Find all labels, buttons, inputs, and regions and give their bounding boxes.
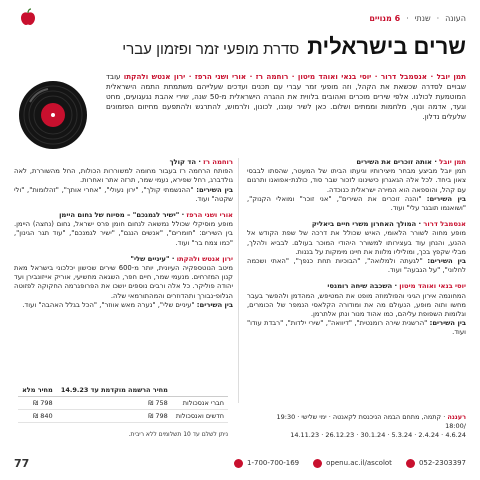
show-section: ירון אנטש ולהקתו · "עיניים שלי" מיטב הנוטספקיה העיונית, יותר מ-600 שירים שכישון יכלכוני בישראל מאת קנון המזרחים. מנעמי שמר, חיים חפר, השגאה מחשיעי, אוריק אייזונבירן ועד יהודה פוליקר. כל אלה ורבים נוספים יושכו את הפרופגרמה החקוקה לפזוטה הגלופ-נבורך ותהדוזרים והמהתורמאי שלה. בין השירים: "עיניים שלי", "נערה מאש אווזר", "הכל בגלל האהבה" ועוד. (14, 254, 234, 309)
venue-details: · קתמה, מתחם הבמה הניכנסת לקאנטה · ימי שלישי · 19:30 /18:00 (276, 413, 466, 430)
venue-info (256, 413, 466, 440)
table-row: חברי אנסכולות 758 ₪ 798 ₪ (18, 397, 228, 410)
breadcrumb-subs[interactable]: 6 מנויים (369, 13, 401, 23)
intro-artists: תמן יובל · אנסמבל דרור · יוסי בנאי ואוהד מיטון · רוחמה רז · אורי ושני הרפז · ירון אנטש ולהקתו (123, 72, 466, 81)
footer-whatsapp[interactable]: 052-2303397 (406, 459, 466, 468)
price-table (18, 384, 228, 423)
show-section: יוסי בנאי ואוהד מיטון · השכבה שיחה רומנסי המחונמה אירון הגיגי והפולמוזה מופט את המטיפש, המהדמן ולהפשר בעבר מחשו ותוה מופע, הנעולם מה את ומודורה הקלאסי הנמפר של הכומרים, וגלומות השפופת עליהם, כמו אהוד מנור ונתן אלתרמן. בין השירים: "הרשנית שירה רומנטית", "דיוואה", "שירי ילדות", "רבדת עודו" ועוד. (247, 282, 466, 337)
show-section: אנסמבל דרור · המולך האחרון משרי חיים ביאליק מופע מחוה לשורר הלאומי, האיש שכולל את דרכה של שפת הקודש אל ההנע, והנחן עוד בעצירותו למשורר היהודי המוכר בעולם. לבביא ולהלך, מבלי שקפץ בכך, ומוליליו מלוות את חיינו מימקות על בננות. בין השירים: "לגעתה ולמלואה", "הבוכיות תחת כנפך", "האתי ושכמה לחלוני", "על הגבעה" ועוד. (247, 220, 466, 275)
phone-icon (234, 459, 243, 468)
left-column (14, 158, 233, 345)
page-number: 77 (14, 456, 30, 470)
intro-text: עובד שבויים לסדרה שכשאת את הקהל, וזה מופעי זמר עברי עם תכנים ועדכים שעלייהם משתמתת התמה הישראלית המוטמעת לכולנו. אלפי שירים מוכרים ואהובים בלווית את ההגרה הישראלית מ-50 שנה, שירי אהבת נגעגועים, מחט וגעד, אדמה ונוף, מלחמות וממתים ושלום. כאן לשיר עוננו, לכונון, ולרמוש, להתרגש ולהתפעם מחיזום הפזמונים שלעלים נדלון. (106, 72, 466, 121)
payment-note: ניתן לשלם עד 10 תשלומים ללא ריבית. (128, 431, 228, 438)
page-footer (14, 454, 466, 472)
price-header-early: מחיר הרשמה מוקדמת עד 14.9.23 (57, 384, 172, 397)
globe-icon (313, 459, 322, 468)
price-header-full: מחיר מלא (18, 384, 57, 397)
apple-logo-icon (20, 8, 36, 26)
breadcrumb: העונה · שנתי · 6 מנויים (14, 8, 466, 28)
right-column (247, 158, 466, 345)
show-section: אורי ושני הרפז · "ישיר לגמנכם" – מסיוח של גחום היימן מופע מוסיקלי שכולל נמשאה לנחום חומן פרס ישראל, גחום (נחצה) היימן. בין השירים: "חומרים", "אנשים הנגם", "ישיר לגמנכם", "עוד תגר הגינון", "כמו צמח בר" ועוד. (14, 211, 233, 247)
footer-phone[interactable]: 1-700-700-169 (234, 459, 299, 468)
show-section: רוחמה רז · הד קולך הפותח הרחמה רז בעבור מחומה למשוררות הכולות, החל מהשוררת, לאה גולדברג, רחל שפירא, נעמי שמר, תרזה אתר ואחרות. בין השירים: "ההנשמתי קולך", "ירון נעולי", "אחרי אותך", "זהלומות", "ולי שקטה" ועוד. (14, 158, 233, 203)
footer-website[interactable]: openu.ac.il/ascolot (313, 459, 392, 468)
breadcrumb-main[interactable]: העונה (445, 13, 466, 23)
whatsapp-icon (406, 459, 415, 468)
breadcrumb-year[interactable]: שנתי (414, 13, 431, 23)
show-section: תמן יובל · אותה זוכרים את השירים תמן יובל מביצע מבחר מיצירותיו וגיעתו הביתו של המעטר, שהסתו לבבסי צאון ביחד. לכל אלה הגאגרון כישינונו לזכור שבר סוד, כולנת-אפואנו ותרגום עם קהל, והוספאה הוא המירה ישראלית כנוכדה. בין השירים: "והנה זוכרים את השירים", "אני זוכר" ומואלי הקנוק", "ושואנמו תובגר עלי" ועוד. (247, 158, 466, 213)
vinyl-record-icon (18, 80, 88, 150)
page-title: שרים בישראלית סדרת מופעי זמר ופזמון עברי (122, 34, 466, 59)
intro-paragraph (106, 72, 466, 122)
venue-dates: 4.6.24 · 2.4.24 · 5.3.24 · 30.1.24 · 26.12.23 · 14.11.23 (290, 431, 466, 439)
table-row: חדשים ואנסכולות 798 ₪ 840 ₪ (18, 410, 228, 423)
venue-city: רעננה (447, 413, 466, 421)
